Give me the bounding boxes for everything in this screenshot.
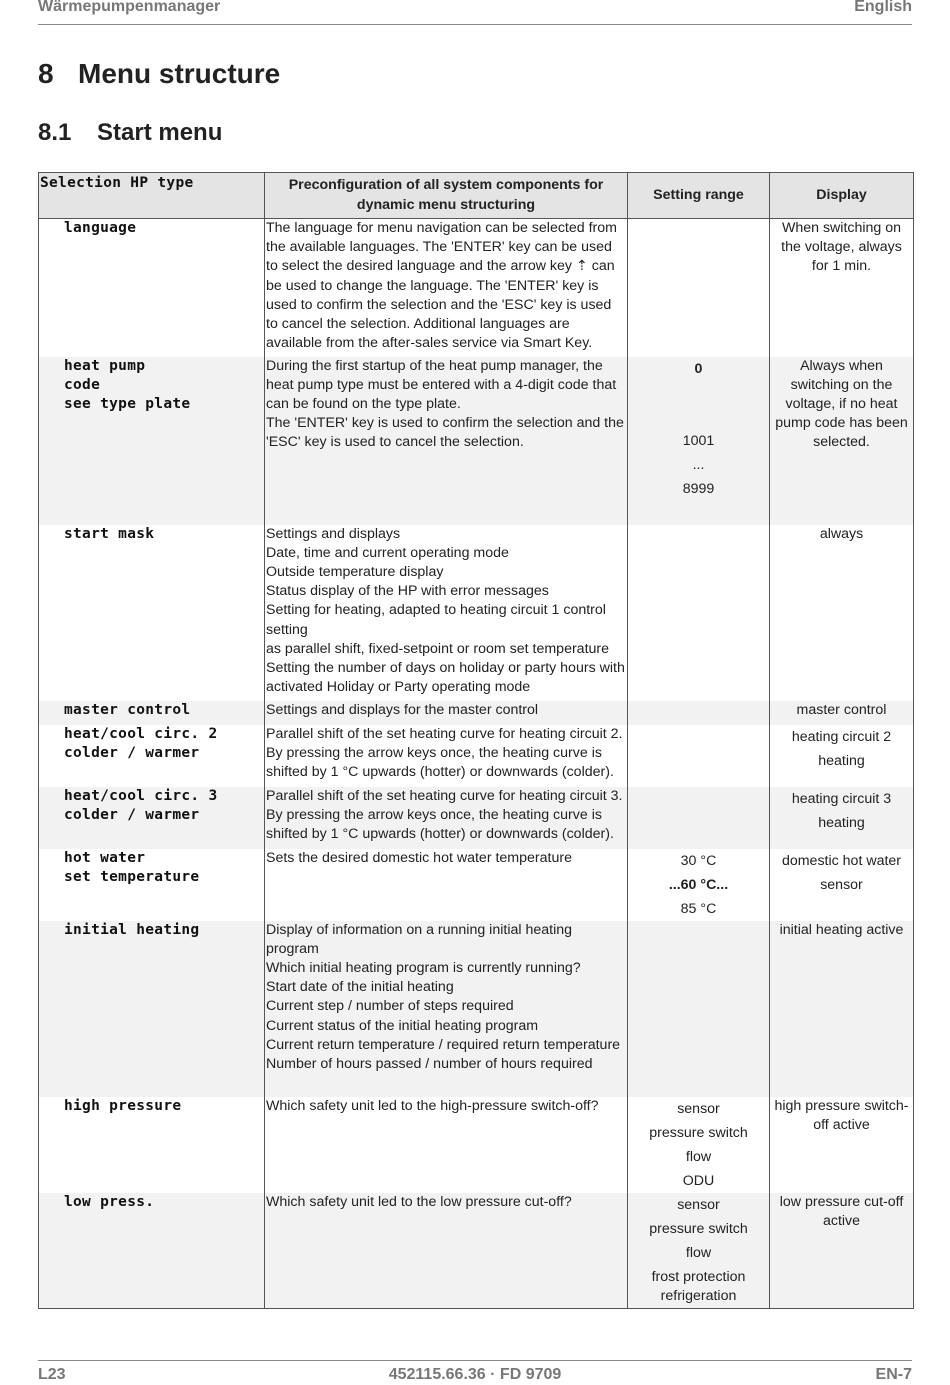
description-cell xyxy=(265,1097,628,1193)
chapter-title: Menu structure xyxy=(78,58,281,89)
setting-range-cell xyxy=(628,849,770,921)
setting-range-value: 0 xyxy=(694,360,703,377)
table-row xyxy=(39,701,914,725)
menu-item-label: language xyxy=(64,220,137,236)
display-value: heating xyxy=(818,814,865,831)
menu-item-cell xyxy=(39,921,265,1097)
display-cell xyxy=(770,701,914,725)
setting-range-cell xyxy=(628,1097,770,1193)
description-line: The 'ENTER' key is used to confirm the selection and the 'ESC' key is used to cancel the selection. xyxy=(266,415,624,451)
setting-range-value: pressure switch xyxy=(649,1124,748,1141)
menu-item-cell xyxy=(39,787,265,849)
display-cell xyxy=(770,525,914,701)
setting-range-value: 85 °C xyxy=(680,900,717,917)
display-cell xyxy=(770,1097,914,1193)
display-value: When switching on the voltage, always for 1 min. xyxy=(781,220,902,275)
description-line: Display of information on a running initial heating program xyxy=(266,921,573,957)
description-cell xyxy=(265,921,628,1097)
description-line: Current step / number of steps required xyxy=(266,998,514,1015)
setting-range-cell xyxy=(628,787,770,849)
chapter-number: 8 xyxy=(38,58,54,89)
menu-item-cell xyxy=(39,1193,265,1309)
display-value: master control xyxy=(796,701,887,718)
table-row xyxy=(39,525,914,701)
header-range: Setting range xyxy=(628,173,770,219)
menu-item-cell xyxy=(39,357,265,525)
table-row xyxy=(39,725,914,787)
section-number: 8.1 xyxy=(38,119,72,146)
setting-range-cell xyxy=(628,921,770,1097)
menu-item-label: initial heating xyxy=(64,921,200,938)
setting-range-cell xyxy=(628,525,770,701)
display-value: domestic hot water xyxy=(781,852,902,869)
menu-item-cell xyxy=(39,849,265,921)
description-line: Outside temperature display xyxy=(266,563,444,580)
description-line: Settings and displays xyxy=(266,525,401,542)
description-line: The language for menu navigation can be selected from the available languages. The 'ENTER' key can be used to select the desired language and the arrow key ⇡ can be used to change the language. The 'ENTER' key is used to confirm the selection and the 'ESC' key is used to cancel the selection. Additional languages are available from the after-sales service via Smart Key. xyxy=(266,220,617,352)
setting-range-value: 30 °C xyxy=(680,852,717,869)
description-line: Sets the desired domestic hot water temperature xyxy=(266,849,572,866)
setting-range-value: 8999 xyxy=(682,480,715,497)
display-cell xyxy=(770,725,914,787)
display-value: heating xyxy=(818,752,865,769)
description-line: Current return temperature / required return temperature xyxy=(266,1036,621,1053)
page-footer xyxy=(38,1360,912,1385)
display-value: heating circuit 2 xyxy=(791,728,892,745)
display-cell xyxy=(770,1193,914,1309)
menu-item-cell xyxy=(39,1097,265,1193)
table-row xyxy=(39,1097,914,1193)
description-line: Which safety unit led to the low pressure cut-off? xyxy=(266,1193,572,1210)
menu-item-cell xyxy=(39,219,265,357)
display-value: sensor xyxy=(820,876,863,893)
description-cell xyxy=(265,787,628,849)
table-row xyxy=(39,357,914,525)
table-row xyxy=(39,787,914,849)
description-line: Setting for heating, adapted to heating circuit 1 control setting xyxy=(266,602,606,638)
menu-item-label: start mask xyxy=(64,525,155,542)
setting-range-value: pressure switch xyxy=(649,1220,748,1237)
setting-range-value: sensor xyxy=(677,1196,720,1213)
description-cell xyxy=(265,849,628,921)
display-value: always xyxy=(819,525,864,542)
setting-range-value: ...60 °C... xyxy=(668,876,729,893)
section-title: Start menu xyxy=(97,119,223,146)
menu-item-label: heat/cool circ. 2 colder / warmer xyxy=(64,725,218,761)
setting-range-value: flow xyxy=(685,1148,712,1165)
description-cell xyxy=(265,701,628,725)
display-value: heating circuit 3 xyxy=(791,790,892,807)
display-value: high pressure switch-off active xyxy=(774,1097,909,1133)
page-header xyxy=(38,0,912,25)
description-line: Which initial heating program is currently running? xyxy=(266,959,581,976)
menu-item-label: low press. xyxy=(64,1193,155,1210)
setting-range-cell xyxy=(628,725,770,787)
table-header-row xyxy=(39,173,914,219)
footer-center: 452115.66.36 · FD 9709 xyxy=(388,1366,562,1383)
header-description: Preconfiguration of all system components for dynamic menu structuring xyxy=(265,173,628,219)
description-line: Start date of the initial heating xyxy=(266,979,454,996)
setting-range-value: 1001 xyxy=(682,432,715,449)
description-line: During the first startup of the heat pump manager, the heat pump type must be entered with a 4-digit code that can be found on the type plate. xyxy=(266,357,617,412)
description-line: Parallel shift of the set heating curve for heating circuit 2. By pressing the arrow keys once, the heating curve is shifted by 1 °C upwards (hotter) or downwards (colder). xyxy=(266,725,623,780)
description-line: as parallel shift, fixed-setpoint or room set temperature xyxy=(266,640,610,657)
section-heading xyxy=(38,119,222,147)
description-line: Date, time and current operating mode xyxy=(266,544,509,561)
menu-item-label: hot water set temperature xyxy=(64,849,200,885)
header-display: Display xyxy=(770,173,914,219)
description-line: Status display of the HP with error messages xyxy=(266,583,549,600)
chapter-heading xyxy=(38,58,280,90)
table-row xyxy=(39,849,914,921)
display-cell xyxy=(770,849,914,921)
setting-range-value: sensor xyxy=(677,1100,720,1117)
description-line: Number of hours passed / number of hours required xyxy=(266,1055,593,1072)
start-menu-table xyxy=(38,172,914,1309)
menu-item-label: high pressure xyxy=(64,1097,182,1114)
description-cell xyxy=(265,357,628,525)
description-cell xyxy=(265,525,628,701)
display-value: Always when switching on the voltage, if no heat pump code has been selected. xyxy=(775,357,908,451)
description-cell xyxy=(265,1193,628,1309)
display-cell xyxy=(770,219,914,357)
table-row xyxy=(39,921,914,1097)
display-value: low pressure cut-off active xyxy=(779,1193,904,1229)
menu-item-label: heat/cool circ. 3 colder / warmer xyxy=(64,787,218,823)
menu-item-label: master control xyxy=(64,701,191,718)
setting-range-value: flow xyxy=(685,1244,712,1261)
setting-range-value: ... xyxy=(692,456,705,473)
table-row xyxy=(39,1193,914,1309)
display-value: initial heating active xyxy=(779,921,904,938)
footer-left: L23 xyxy=(38,1366,66,1383)
setting-range-value: frost protection refrigeration xyxy=(651,1268,746,1304)
menu-item-cell xyxy=(39,701,265,725)
description-line: Parallel shift of the set heating curve for heating circuit 3. By pressing the arrow keys once, the heating curve is shifted by 1 °C upwards (hotter) or downwards (colder). xyxy=(266,787,623,842)
header-menu: Selection HP type xyxy=(39,173,265,219)
setting-range-value: ODU xyxy=(682,1172,715,1189)
description-cell xyxy=(265,219,628,357)
menu-item-cell xyxy=(39,725,265,787)
description-line: Current status of the initial heating program xyxy=(266,1017,539,1034)
setting-range-cell xyxy=(628,219,770,357)
description-cell xyxy=(265,725,628,787)
description-line: Setting the number of days on holiday or party hours with activated Holiday or Party operating mode xyxy=(266,659,625,696)
setting-range-cell xyxy=(628,1193,770,1309)
header-title: Wärmepumpenmanager xyxy=(38,0,221,15)
display-cell xyxy=(770,921,914,1097)
display-cell xyxy=(770,357,914,525)
setting-range-cell xyxy=(628,357,770,525)
description-line: Which safety unit led to the high-pressure switch-off? xyxy=(266,1097,599,1114)
display-cell xyxy=(770,787,914,849)
description-line: Settings and displays for the master control xyxy=(266,701,539,718)
header-language: English xyxy=(854,0,912,15)
menu-item-label: heat pump code see type plate xyxy=(64,357,191,412)
table-row xyxy=(39,219,914,357)
setting-range-cell xyxy=(628,701,770,725)
footer-page-number: EN-7 xyxy=(875,1366,912,1383)
menu-item-cell xyxy=(39,525,265,701)
